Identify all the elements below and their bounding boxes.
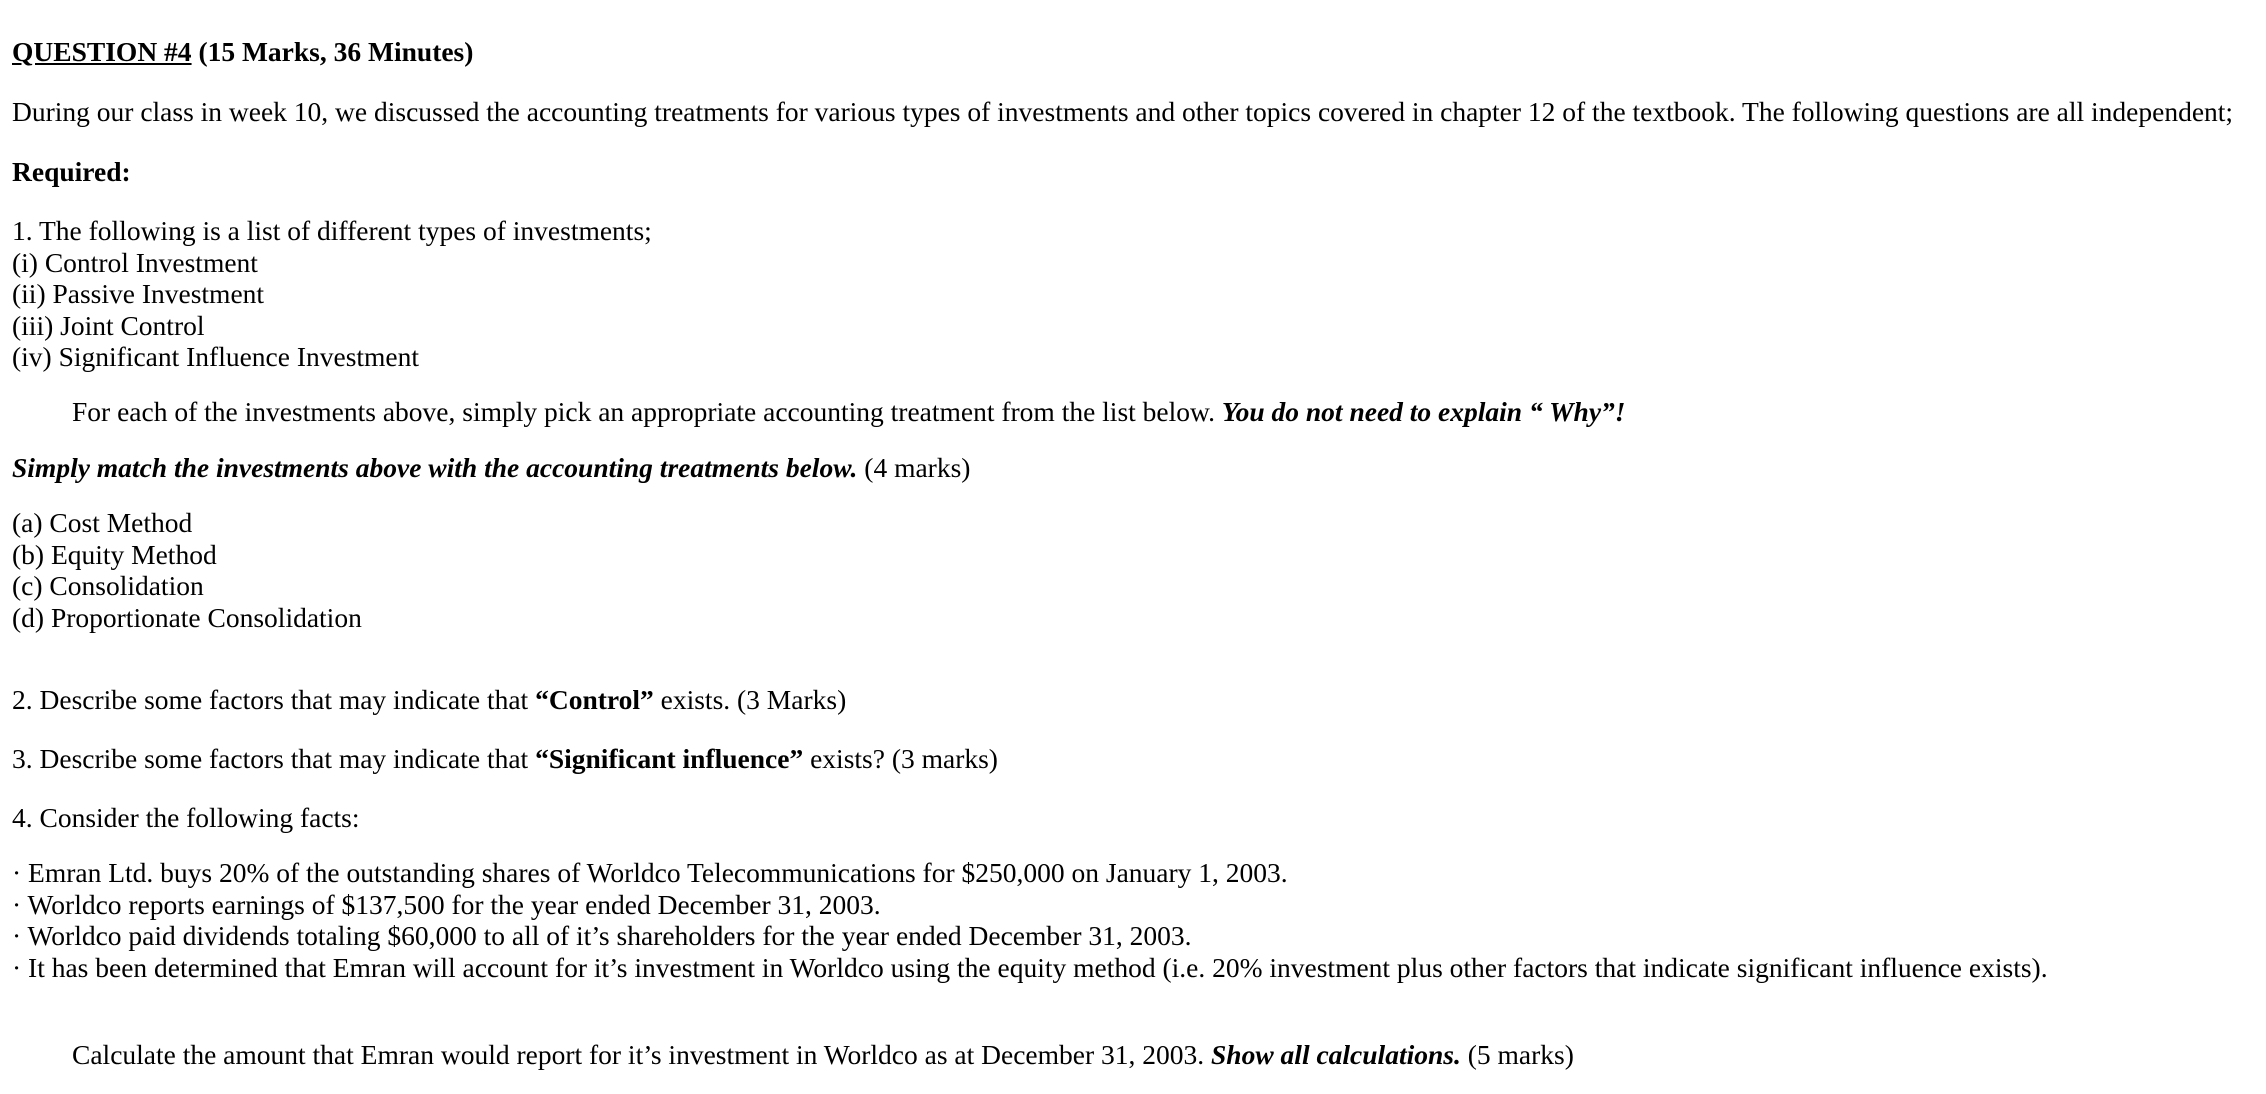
treatment-item: (b) Equity Method: [12, 538, 217, 570]
q1-instruction-text: For each of the investments above, simply pick an appropriate accounting treatment from the list below.: [72, 396, 1222, 427]
treatment-item: (a) Cost Method: [12, 507, 193, 538]
fact-item: · Emran Ltd. buys 20% of the outstanding shares of Worldco Telecommunications for $250,000 on January 1, 2003.: [12, 857, 1288, 888]
q3-pre: 3. Describe some factors that may indicate that: [12, 743, 536, 774]
q3-post: exists? (3 marks): [803, 743, 998, 774]
required-label: Required:: [12, 156, 131, 187]
investment-item: (i) Control Investment: [12, 246, 258, 278]
q2-post: exists. (3 Marks): [653, 684, 847, 715]
q3-term: “Significant influence”: [535, 743, 804, 774]
fact-item: · Worldco paid dividends totaling $60,000 to all of it’s shareholders for the year ended December 31, 2003.: [12, 920, 1192, 951]
q1-block: [12, 215, 652, 373]
q1-match-marks: (4 marks): [857, 452, 971, 483]
q2-line: [12, 684, 846, 716]
intro-paragraph: During our class in week 10, we discussed the accounting treatments for various types of investments and other topics covered in chapter 12 of the textbook. The following questions are all independent;: [12, 96, 2234, 127]
investment-item: (iv) Significant Influence Investment: [12, 341, 420, 372]
q4-lead: 4. Consider the following facts:: [12, 802, 360, 833]
q2-pre: 2. Describe some factors that may indicate that: [12, 684, 536, 715]
q4-calc-line: [72, 1039, 1574, 1071]
q1-match-line: [12, 452, 970, 484]
q1-instruction: [72, 396, 1625, 428]
treatment-item: (c) Consolidation: [12, 570, 204, 601]
q4-calc-text: Calculate the amount that Emran would report for it’s investment in Worldco as at December 31, 2003.: [72, 1039, 1211, 1070]
q3-line: [12, 743, 998, 775]
fact-item: · It has been determined that Emran will account for it’s investment in Worldco using the equity method (i.e. 20% investment plus other factors that indicate significant influence exists).: [12, 951, 2048, 983]
q1-match-emphasis: Simply match the investments above with the accounting treatments below.: [12, 452, 858, 483]
q1-lead: 1. The following is a list of different types of investments;: [12, 215, 652, 246]
q4-calc-marks: (5 marks): [1460, 1039, 1574, 1070]
q2-term: “Control”: [535, 684, 654, 715]
investment-item: (ii) Passive Investment: [12, 278, 265, 309]
question-marks-time: (15 Marks, 36 Minutes): [191, 36, 474, 67]
q1-instruction-emphasis: You do not need to explain “ Why”!: [1221, 396, 1626, 427]
fact-item: · Worldco reports earnings of $137,500 for the year ended December 31, 2003.: [12, 888, 881, 920]
treatment-list: [12, 507, 362, 633]
q4-facts: [12, 857, 2048, 983]
treatment-item: (d) Proportionate Consolidation: [12, 601, 362, 633]
question-heading: [12, 36, 473, 68]
question-label: QUESTION #4: [12, 36, 192, 67]
q4-calc-emphasis: Show all calculations.: [1211, 1039, 1461, 1070]
investment-item: (iii) Joint Control: [12, 309, 205, 341]
